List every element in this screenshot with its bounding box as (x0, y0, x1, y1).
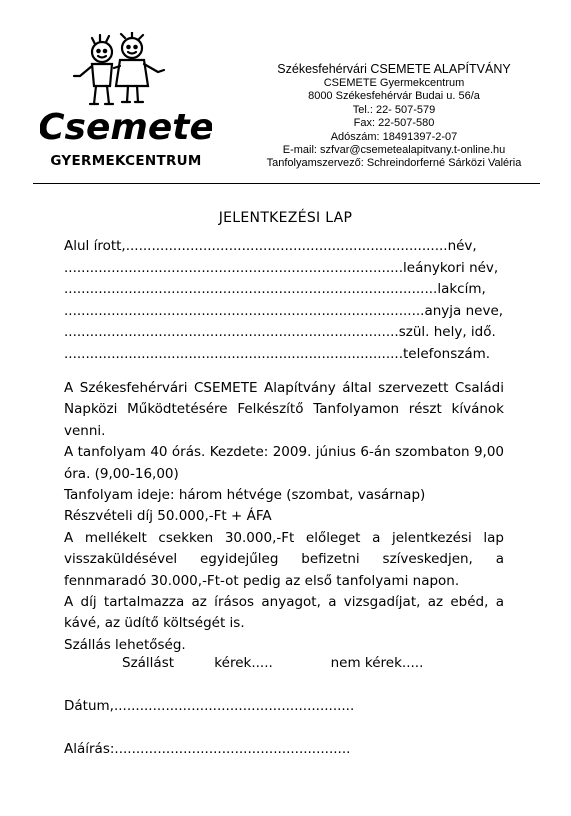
logo-wordmark: Csemete (40, 107, 212, 148)
children-figures-icon (74, 32, 164, 104)
accommodation-line: Szállás lehetőség. (64, 636, 186, 653)
accommodation-yes-option[interactable]: kérek..... (214, 655, 273, 671)
schedule-line: Tanfolyam ideje: három hétvége (szombat, vasárnap) (64, 487, 426, 504)
intro-paragraph: A Székesfehérvári CSEMETE Alapítvány által szervezett Családi Napközi Működtetésére Felkészítő Tanfolyamon részt kívánok venni. (64, 380, 504, 439)
phone-field[interactable]: ...............................................................................telefonszám. (64, 345, 491, 362)
mother-name-field[interactable]: ....................................................................................anyja neve, (64, 302, 504, 319)
header-divider (33, 183, 540, 184)
org-phone: Tel.: 22- 507-579 (352, 103, 436, 116)
accommodation-label: Szállást (122, 655, 175, 671)
date-field[interactable]: Dátum,........................................................ (64, 698, 355, 714)
signature-field[interactable]: Aláírás:....................................................... (64, 741, 351, 757)
check-paragraph: A mellékelt csekken 30.000,-Ft előleget a jelentkezési lap visszaküldésével egyidejűleg befizetni szíveskedjen, a fennmaradó 30.000,-Ft-ot pedig az első tanfolyami napon. (64, 529, 504, 589)
accommodation-no-option[interactable]: nem kérek..... (330, 655, 424, 671)
csemete-logo (40, 32, 212, 172)
org-tax-number: Adószám: 18491397-2-07 (330, 130, 458, 143)
org-email: E-mail: szfvar@csemetealapitvany.t-online.hu (282, 144, 506, 157)
org-fax: Fax: 22-507-580 (353, 117, 435, 130)
course-information (64, 378, 504, 656)
address-field[interactable]: .......................................................................................lakcím, (64, 281, 486, 298)
organization-contact-block (236, 62, 552, 171)
duration-paragraph: A tanfolyam 40 órás. Kezdete: 2009. június 6-án szombaton 9,00 óra. (9,00-16,00) (64, 444, 504, 482)
maiden-name-field[interactable]: ...............................................................................leánykori név, (64, 259, 499, 276)
birth-place-date-field[interactable]: ..............................................................................szül. hely, idő. (64, 324, 496, 341)
applicant-fields (64, 236, 503, 366)
org-address: 8000 Székesfehérvár Budai u. 56/a (308, 90, 480, 103)
name-field[interactable]: Alul írott,...........................................................................név, (64, 238, 477, 254)
logo-graphic (40, 32, 212, 172)
fee-line: Részvételi díj 50.000,-Ft + ÁFA (64, 508, 272, 525)
org-name: Székesfehérvári CSEMETE ALAPÍTVÁNY (277, 62, 511, 76)
accommodation-options (122, 655, 423, 671)
logo-subtitle: GYERMEKCENTRUM (50, 153, 202, 169)
org-organizer: Tanfolyamszervező: Schreindorferné Sárközi Valéria (266, 157, 522, 170)
form-title: JELENTKEZÉSI LAP (218, 210, 353, 226)
includes-paragraph: A díj tartalmazza az írásos anyagot, a vizsgadíjat, az ebéd, a kávé, az üdítő költségét is. (64, 594, 504, 632)
org-center-name: CSEMETE Gyermekcentrum (323, 77, 465, 89)
